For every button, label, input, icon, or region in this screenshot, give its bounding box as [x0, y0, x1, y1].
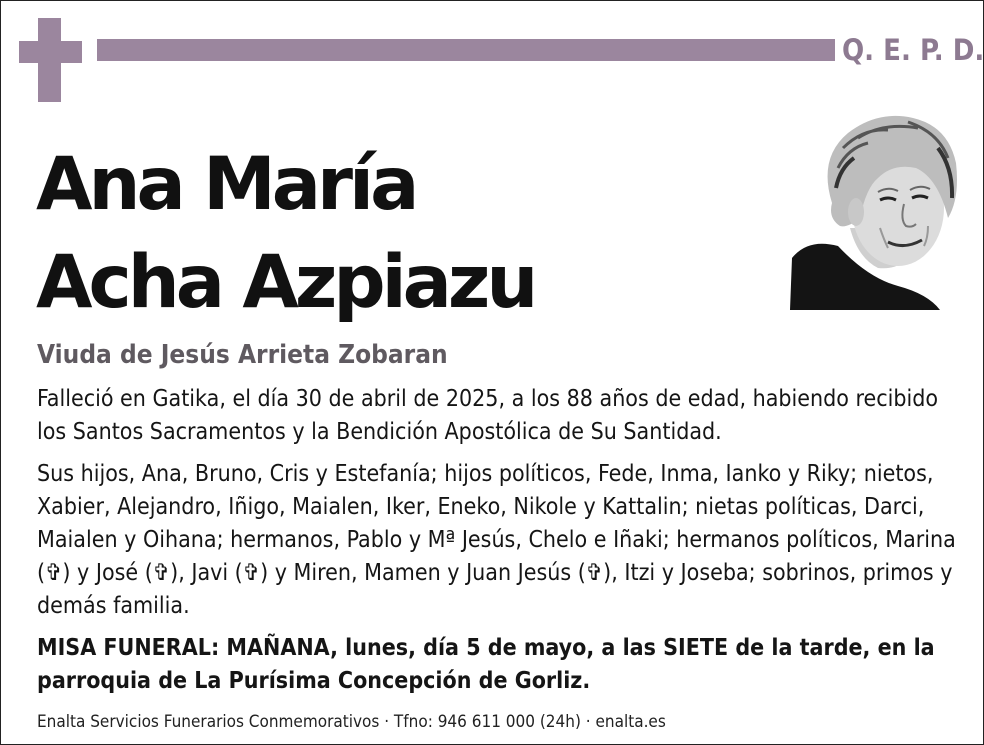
- cross-icon: [19, 18, 82, 102]
- death-notice-paragraph: Falleció en Gatika, el día 30 de abril de 2025, a los 88 años de edad, habiendo recibido los Santos Sacramentos y la Bendición Apostólica de Su Santidad.: [37, 386, 939, 445]
- deceased-name: [36, 136, 534, 332]
- name-line-2: Acha Azpiazu: [36, 240, 535, 325]
- family-paragraph: Sus hijos, Ana, Bruno, Cris y Estefanía; hijos políticos, Fede, Inma, Ianko y Riky; nietos, Xabier, Alejandro, Iñigo, Maialen, Iker, Eneko, Nikole y Kattalin; nietas políticas, Darci, Maialen y Oihana; hermanos, Pablo y Mª Jesús, Chelo e Iñaki; hermanos políticos, Marina (✞) y José (✞), Javi (✞) y Miren, Mamen y Juan Jesús (✞), Itzi y Joseba; sobrinos, primos y demás familia.: [37, 461, 956, 619]
- funeral-home-footer: Enalta Servicios Funerarios Conmemorativos · Tfno: 946 611 000 (24h) · enalta.es: [37, 712, 666, 732]
- qepd-label: Q. E. P. D.: [842, 33, 984, 67]
- widow-subtitle: Viuda de Jesús Arrieta Zobaran: [37, 340, 448, 370]
- header-rule: [97, 39, 835, 61]
- funeral-mass-paragraph: MISA FUNERAL: MAÑANA, lunes, día 5 de mayo, a las SIETE de la tarde, en la parroquia de La Purísima Concepción de Gorliz.: [37, 635, 935, 694]
- name-line-1: Ana María: [36, 142, 416, 227]
- portrait-photo: [788, 108, 962, 310]
